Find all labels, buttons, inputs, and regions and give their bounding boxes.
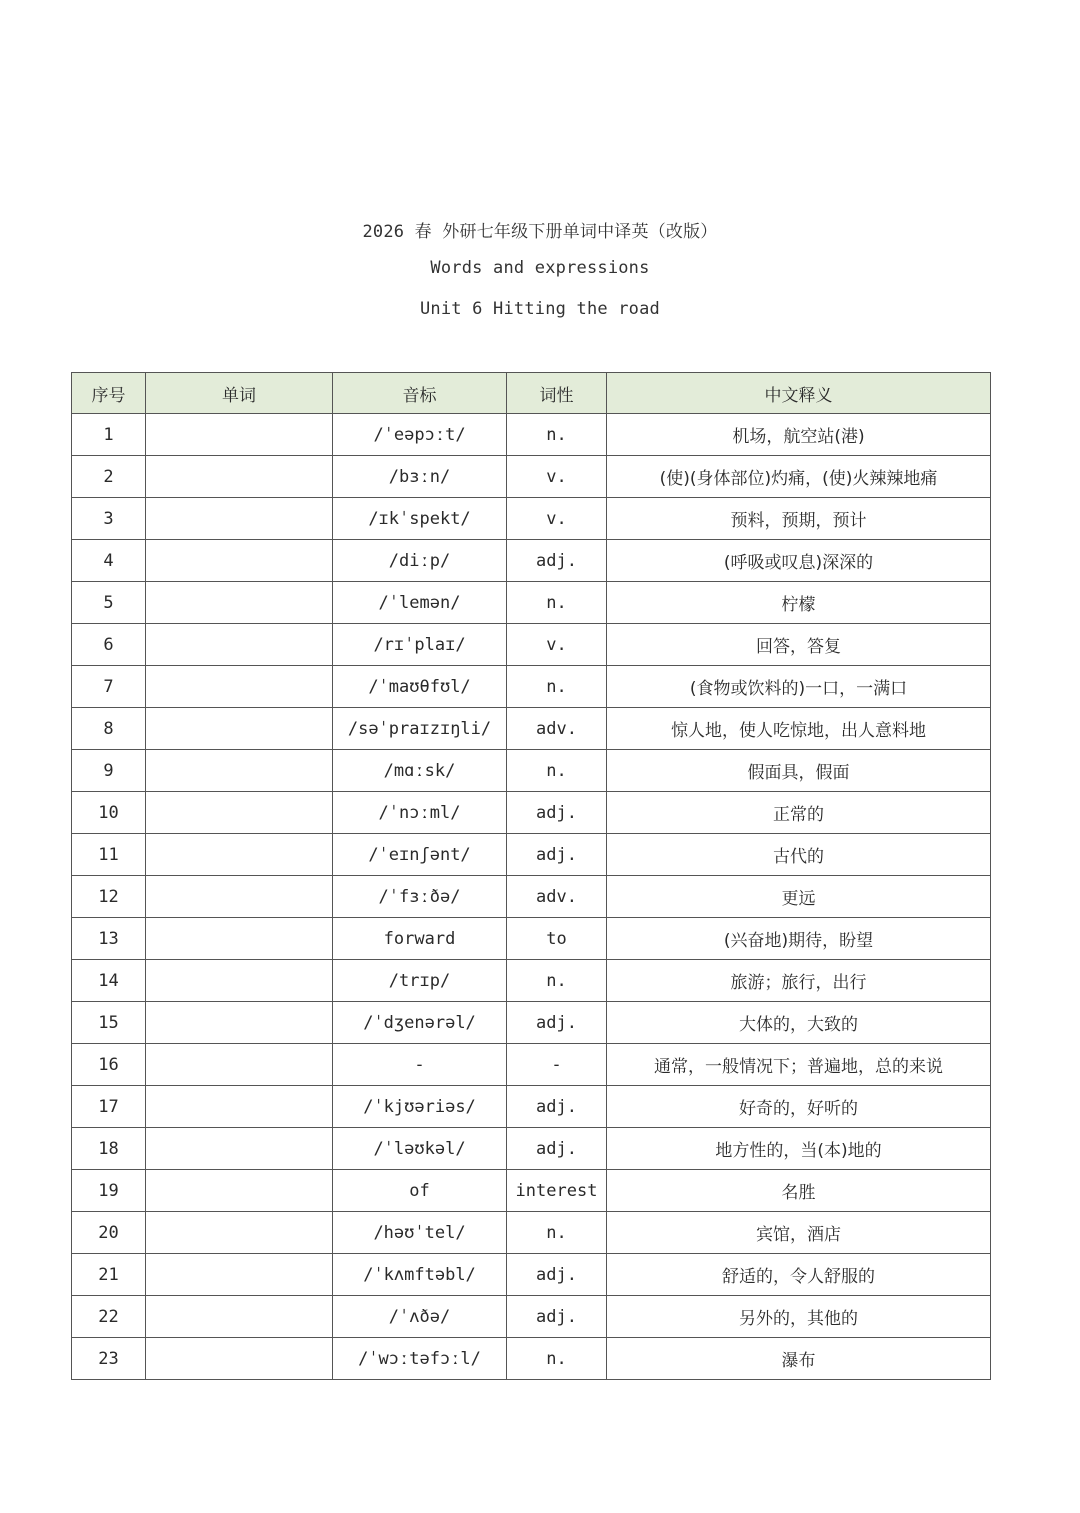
cell-phonetic: forward xyxy=(333,918,507,960)
cell-part-of-speech: n. xyxy=(507,582,607,624)
cell-chinese-meaning: (食物或饮料的)一口，一满口 xyxy=(607,666,991,708)
cell-word[interactable] xyxy=(146,582,333,624)
cell-chinese-meaning: (使)(身体部位)灼痛，(使)火辣辣地痛 xyxy=(607,456,991,498)
document-title: 2026 春 外研七年级下册单词中译英（改版） xyxy=(362,222,718,242)
cell-phonetic: /ˈwɔːtəfɔːl/ xyxy=(333,1338,507,1380)
cell-phonetic: /ˈkjʊəriəs/ xyxy=(333,1086,507,1128)
cell-phonetic: /ˈfɜːðə/ xyxy=(333,876,507,918)
cell-number: 4 xyxy=(72,540,146,582)
table-row xyxy=(72,540,991,582)
cell-part-of-speech: adj. xyxy=(507,834,607,876)
cell-part-of-speech: adj. xyxy=(507,1254,607,1296)
header-number: 序号 xyxy=(72,373,146,414)
cell-part-of-speech: interest xyxy=(507,1170,607,1212)
cell-number: 9 xyxy=(72,750,146,792)
cell-chinese-meaning: 更远 xyxy=(607,876,991,918)
cell-phonetic: /ˈʌðə/ xyxy=(333,1296,507,1338)
cell-chinese-meaning: 古代的 xyxy=(607,834,991,876)
cell-phonetic: /trɪp/ xyxy=(333,960,507,1002)
cell-word[interactable] xyxy=(146,750,333,792)
table-row xyxy=(72,1254,991,1296)
cell-word[interactable] xyxy=(146,414,333,456)
table-row xyxy=(72,792,991,834)
header-chinese-meaning: 中文释义 xyxy=(607,373,991,414)
cell-part-of-speech: adj. xyxy=(507,792,607,834)
cell-word[interactable] xyxy=(146,708,333,750)
table-row xyxy=(72,1338,991,1380)
cell-word[interactable] xyxy=(146,834,333,876)
vocabulary-table xyxy=(71,372,991,1380)
cell-phonetic: /bɜːn/ xyxy=(333,456,507,498)
cell-number: 11 xyxy=(72,834,146,876)
cell-number: 3 xyxy=(72,498,146,540)
cell-chinese-meaning: 好奇的，好听的 xyxy=(607,1086,991,1128)
cell-phonetic: /ˈləʊkəl/ xyxy=(333,1128,507,1170)
cell-word[interactable] xyxy=(146,1044,333,1086)
cell-phonetic: /ˈkʌmftəbl/ xyxy=(333,1254,507,1296)
cell-chinese-meaning: 柠檬 xyxy=(607,582,991,624)
cell-word[interactable] xyxy=(146,456,333,498)
cell-number: 12 xyxy=(72,876,146,918)
cell-part-of-speech: n. xyxy=(507,666,607,708)
cell-number: 23 xyxy=(72,1338,146,1380)
cell-part-of-speech: adj. xyxy=(507,1128,607,1170)
cell-word[interactable] xyxy=(146,1170,333,1212)
cell-part-of-speech: to xyxy=(507,918,607,960)
cell-word[interactable] xyxy=(146,918,333,960)
cell-word[interactable] xyxy=(146,960,333,1002)
cell-number: 21 xyxy=(72,1254,146,1296)
cell-part-of-speech: n. xyxy=(507,960,607,1002)
table-row xyxy=(72,1086,991,1128)
table-row xyxy=(72,1170,991,1212)
unit-title: Unit 6 Hitting the road xyxy=(419,299,660,319)
cell-phonetic: /həʊˈtel/ xyxy=(333,1212,507,1254)
cell-word[interactable] xyxy=(146,666,333,708)
cell-part-of-speech: n. xyxy=(507,1212,607,1254)
cell-word[interactable] xyxy=(146,1296,333,1338)
table-row xyxy=(72,750,991,792)
cell-word[interactable] xyxy=(146,1254,333,1296)
table-header xyxy=(72,373,991,414)
cell-number: 8 xyxy=(72,708,146,750)
cell-phonetic: /ɪkˈspekt/ xyxy=(333,498,507,540)
header-row xyxy=(72,373,991,414)
cell-phonetic: /səˈpraɪzɪŋli/ xyxy=(333,708,507,750)
cell-chinese-meaning: 回答，答复 xyxy=(607,624,991,666)
document-subtitle: Words and expressions xyxy=(430,258,650,278)
table-row xyxy=(72,918,991,960)
cell-number: 15 xyxy=(72,1002,146,1044)
cell-chinese-meaning: 宾馆，酒店 xyxy=(607,1212,991,1254)
cell-word[interactable] xyxy=(146,792,333,834)
cell-part-of-speech: v. xyxy=(507,456,607,498)
cell-number: 22 xyxy=(72,1296,146,1338)
cell-chinese-meaning: 地方性的，当(本)地的 xyxy=(607,1128,991,1170)
table-row xyxy=(72,1296,991,1338)
header-part-of-speech: 词性 xyxy=(507,373,607,414)
cell-phonetic: /rɪˈplaɪ/ xyxy=(333,624,507,666)
cell-part-of-speech: adv. xyxy=(507,708,607,750)
cell-phonetic: /ˈdʒenərəl/ xyxy=(333,1002,507,1044)
cell-chinese-meaning: (兴奋地)期待，盼望 xyxy=(607,918,991,960)
cell-chinese-meaning: 正常的 xyxy=(607,792,991,834)
cell-number: 2 xyxy=(72,456,146,498)
cell-chinese-meaning: 舒适的，令人舒服的 xyxy=(607,1254,991,1296)
cell-phonetic: of xyxy=(333,1170,507,1212)
table-row xyxy=(72,456,991,498)
cell-chinese-meaning: 大体的，大致的 xyxy=(607,1002,991,1044)
cell-chinese-meaning: 通常，一般情况下；普遍地，总的来说 xyxy=(607,1044,991,1086)
cell-phonetic: /ˈmaʊθfʊl/ xyxy=(333,666,507,708)
cell-phonetic: /ˈeəpɔːt/ xyxy=(333,414,507,456)
table-row xyxy=(72,1002,991,1044)
cell-word[interactable] xyxy=(146,1212,333,1254)
cell-number: 5 xyxy=(72,582,146,624)
cell-number: 17 xyxy=(72,1086,146,1128)
cell-phonetic: - xyxy=(333,1044,507,1086)
table-row xyxy=(72,414,991,456)
cell-word[interactable] xyxy=(146,1128,333,1170)
cell-chinese-meaning: 惊人地，使人吃惊地，出人意料地 xyxy=(607,708,991,750)
cell-number: 13 xyxy=(72,918,146,960)
table-row xyxy=(72,876,991,918)
cell-number: 19 xyxy=(72,1170,146,1212)
cell-chinese-meaning: 假面具，假面 xyxy=(607,750,991,792)
cell-word[interactable] xyxy=(146,540,333,582)
cell-part-of-speech: n. xyxy=(507,750,607,792)
table-row xyxy=(72,666,991,708)
table-body xyxy=(72,414,991,1380)
cell-number: 7 xyxy=(72,666,146,708)
cell-part-of-speech: v. xyxy=(507,624,607,666)
table-row xyxy=(72,834,991,876)
cell-chinese-meaning: 名胜 xyxy=(607,1170,991,1212)
table-row xyxy=(72,1128,991,1170)
cell-word[interactable] xyxy=(146,624,333,666)
cell-number: 6 xyxy=(72,624,146,666)
cell-number: 14 xyxy=(72,960,146,1002)
cell-word[interactable] xyxy=(146,876,333,918)
cell-phonetic: /mɑːsk/ xyxy=(333,750,507,792)
cell-part-of-speech: - xyxy=(507,1044,607,1086)
cell-part-of-speech: adv. xyxy=(507,876,607,918)
cell-phonetic: /ˈnɔːml/ xyxy=(333,792,507,834)
cell-part-of-speech: adj. xyxy=(507,1296,607,1338)
table-row xyxy=(72,960,991,1002)
cell-chinese-meaning: 旅游；旅行，出行 xyxy=(607,960,991,1002)
cell-part-of-speech: n. xyxy=(507,414,607,456)
cell-word[interactable] xyxy=(146,498,333,540)
cell-chinese-meaning: 另外的，其他的 xyxy=(607,1296,991,1338)
cell-number: 10 xyxy=(72,792,146,834)
cell-word[interactable] xyxy=(146,1086,333,1128)
cell-phonetic: /diːp/ xyxy=(333,540,507,582)
cell-phonetic: /ˈeɪnʃənt/ xyxy=(333,834,507,876)
table-row xyxy=(72,498,991,540)
cell-chinese-meaning: 瀑布 xyxy=(607,1338,991,1380)
cell-number: 16 xyxy=(72,1044,146,1086)
cell-chinese-meaning: 机场，航空站(港) xyxy=(607,414,991,456)
table-row xyxy=(72,1212,991,1254)
cell-word[interactable] xyxy=(146,1338,333,1380)
table-row xyxy=(72,1044,991,1086)
cell-chinese-meaning: 预料，预期，预计 xyxy=(607,498,991,540)
cell-part-of-speech: adj. xyxy=(507,1002,607,1044)
cell-part-of-speech: v. xyxy=(507,498,607,540)
cell-number: 20 xyxy=(72,1212,146,1254)
cell-part-of-speech: adj. xyxy=(507,1086,607,1128)
cell-part-of-speech: n. xyxy=(507,1338,607,1380)
cell-part-of-speech: adj. xyxy=(507,540,607,582)
table-row xyxy=(72,582,991,624)
table-row xyxy=(72,708,991,750)
header-word: 单词 xyxy=(146,373,333,414)
header-phonetic: 音标 xyxy=(333,373,507,414)
cell-chinese-meaning: (呼吸或叹息)深深的 xyxy=(607,540,991,582)
cell-number: 1 xyxy=(72,414,146,456)
cell-phonetic: /ˈlemən/ xyxy=(333,582,507,624)
cell-word[interactable] xyxy=(146,1002,333,1044)
cell-number: 18 xyxy=(72,1128,146,1170)
table-row xyxy=(72,624,991,666)
